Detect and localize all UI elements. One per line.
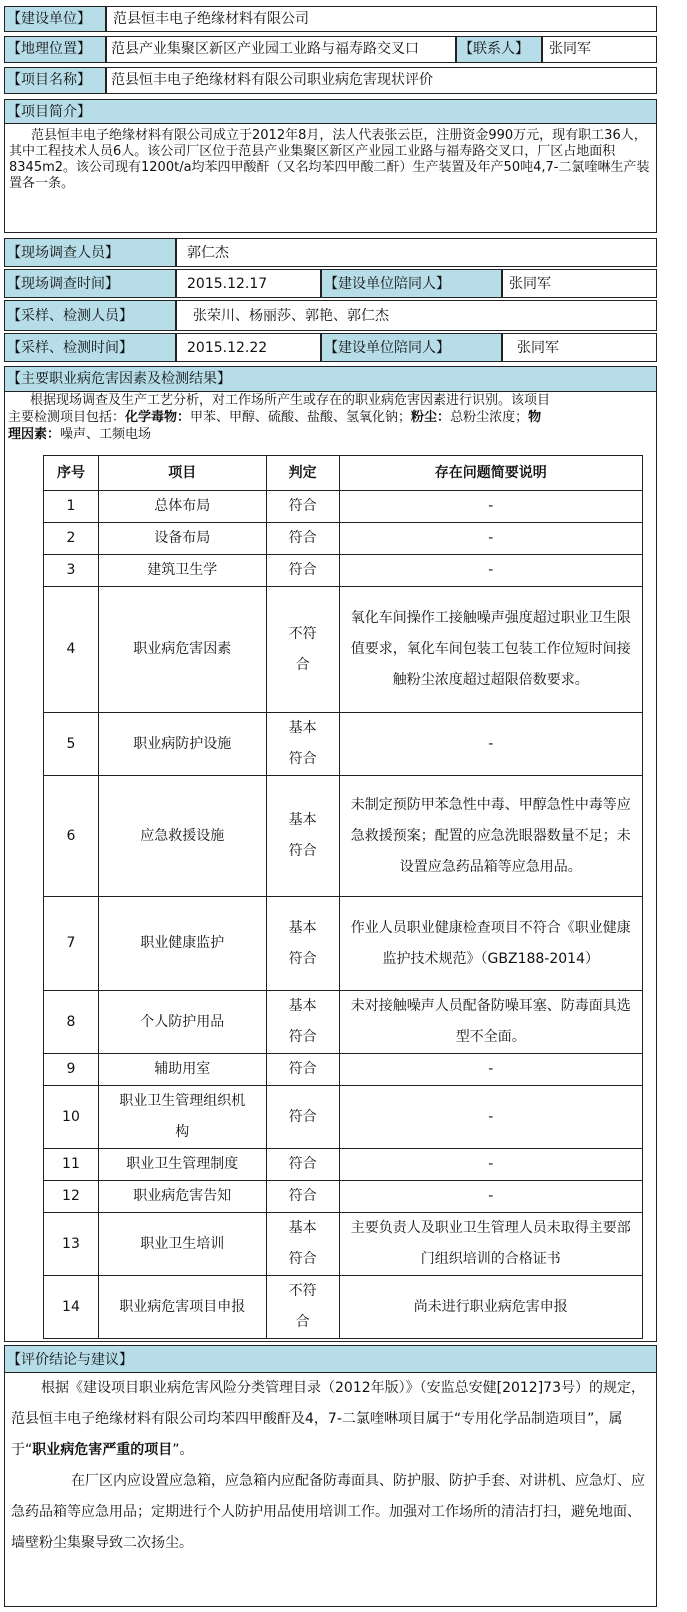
table-row bbox=[44, 776, 643, 897]
table-row bbox=[44, 491, 643, 523]
row-number: 10 bbox=[44, 1086, 99, 1149]
header-item: 项目 bbox=[98, 456, 266, 491]
conclusion-highlight: 职业病危害严重的项目 bbox=[32, 1442, 173, 1458]
location-value: 范县产业集聚区新区产业园工业路与福寿路交叉口 bbox=[106, 36, 456, 63]
survey-date-label: 【现场调查时间】 bbox=[4, 269, 176, 298]
row-number: 4 bbox=[44, 587, 99, 713]
chem-label: 化学毒物： bbox=[125, 410, 191, 425]
row-number: 14 bbox=[44, 1276, 99, 1339]
dust-label: 粉尘： bbox=[411, 410, 451, 425]
factors-line-1: 根据现场调查及生产工艺分析，对工作场所产生或存在的职业病危害因素进行识别。该项目 bbox=[30, 393, 551, 408]
row-judgement: 基本符合 bbox=[266, 897, 339, 991]
row-judgement: 符合 bbox=[266, 1149, 339, 1181]
table-row bbox=[44, 1181, 643, 1213]
table-row bbox=[44, 1054, 643, 1086]
row-item: 总体布局 bbox=[98, 491, 266, 523]
row-note: - bbox=[339, 555, 642, 587]
row-item: 建筑卫生学 bbox=[98, 555, 266, 587]
intro-label: 【项目简介】 bbox=[4, 99, 657, 124]
row-judgement: 符合 bbox=[266, 555, 339, 587]
intro-box bbox=[4, 124, 657, 233]
row-judgement: 基本符合 bbox=[266, 713, 339, 776]
factors-line-2 bbox=[8, 410, 656, 426]
row-number: 12 bbox=[44, 1181, 99, 1213]
row-note: 氧化车间操作工接触噪声强度超过职业卫生限值要求，氧化车间包装工包装工作位短时间接触粉尘浓度超过超限倍数要求。 bbox=[339, 587, 642, 713]
table-row bbox=[44, 1276, 643, 1339]
row-number: 8 bbox=[44, 991, 99, 1054]
table-row bbox=[44, 897, 643, 991]
row-note: 未制定预防甲苯急性中毒、甲醇急性中毒等应急救援预案；配置的应急洗眼器数量不足；未设置应急药品箱等应急用品。 bbox=[339, 776, 642, 897]
intro-text: 范县恒丰电子绝缘材料有限公司成立于2012年8月，法人代表张云臣，注册资金990万元，现有职工36人，其中工程技术人员6人。该公司厂区位于范县产业集聚区新区产业园工业路与福寿路交叉口，厂区占地面积8345m2。该公司现有1200t/a均苯四甲酸酐（又名均苯四甲酸二酐）生产装置及年产50吨4,7-二氯喹啉生产装置各一条。 bbox=[9, 128, 650, 191]
contact-label: 【联系人】 bbox=[456, 36, 542, 63]
table-row bbox=[44, 523, 643, 555]
row-note: 尚未进行职业病危害申报 bbox=[339, 1276, 642, 1339]
row-number: 2 bbox=[44, 523, 99, 555]
row-item: 辅助用室 bbox=[98, 1054, 266, 1086]
row-number: 11 bbox=[44, 1149, 99, 1181]
row-item: 职业卫生管理制度 bbox=[98, 1149, 266, 1181]
row-number: 1 bbox=[44, 491, 99, 523]
dust-text: 总粉尘浓度； bbox=[450, 410, 529, 425]
row-item: 职业卫生管理组织机构 bbox=[98, 1086, 266, 1149]
chem-text: 甲苯、甲醇、硫酸、盐酸、氢氧化钠； bbox=[190, 410, 412, 425]
header-judge: 判定 bbox=[266, 456, 339, 491]
row-number: 9 bbox=[44, 1054, 99, 1086]
project-label: 【项目名称】 bbox=[4, 67, 106, 94]
accompany2-value: 张同军 bbox=[502, 333, 657, 362]
factors-text: 主要检测项目包括： bbox=[8, 410, 126, 425]
row-judgement: 不符合 bbox=[266, 587, 339, 713]
contact-value: 张同军 bbox=[542, 36, 657, 63]
project-value: 范县恒丰电子绝缘材料有限公司职业病危害现状评价 bbox=[106, 67, 657, 94]
row-number: 13 bbox=[44, 1213, 99, 1276]
row-item: 个人防护用品 bbox=[98, 991, 266, 1054]
builder-value: 范县恒丰电子绝缘材料有限公司 bbox=[106, 6, 657, 32]
row-judgement: 不符合 bbox=[266, 1276, 339, 1339]
row-number: 6 bbox=[44, 776, 99, 897]
conclusion-paragraph-1 bbox=[5, 1373, 656, 1466]
samplers-label: 【采样、检测人员】 bbox=[4, 300, 176, 331]
row-note: - bbox=[339, 1054, 642, 1086]
header-no: 序号 bbox=[44, 456, 99, 491]
row-judgement: 符合 bbox=[266, 1054, 339, 1086]
table-header-row bbox=[44, 456, 643, 491]
factors-label: 【主要职业病危害因素及检测结果】 bbox=[4, 366, 657, 392]
row-note: - bbox=[339, 1086, 642, 1149]
row-item: 设备布局 bbox=[98, 523, 266, 555]
row-judgement: 基本符合 bbox=[266, 1213, 339, 1276]
table-row bbox=[44, 991, 643, 1054]
table-row bbox=[44, 1086, 643, 1149]
samplers-value: 张荣川、杨丽莎、郭艳、郭仁杰 bbox=[176, 300, 657, 331]
row-item: 职业卫生培训 bbox=[98, 1213, 266, 1276]
table-row bbox=[44, 1149, 643, 1181]
builder-label: 【建设单位】 bbox=[4, 6, 106, 32]
physical-text: 噪声、工频电场 bbox=[60, 427, 152, 442]
row-number: 3 bbox=[44, 555, 99, 587]
row-item: 职业病危害项目申报 bbox=[98, 1276, 266, 1339]
table-row bbox=[44, 713, 643, 776]
table-row bbox=[44, 1213, 643, 1276]
row-note: 主要负责人及职业卫生管理人员未取得主要部门组织培训的合格证书 bbox=[339, 1213, 642, 1276]
row-item: 应急救援设施 bbox=[98, 776, 266, 897]
sample-date-label: 【采样、检测时间】 bbox=[4, 333, 176, 362]
table-row bbox=[44, 587, 643, 713]
factors-line-3 bbox=[8, 427, 656, 443]
header-note: 存在问题简要说明 bbox=[339, 456, 642, 491]
row-judgement: 基本符合 bbox=[266, 991, 339, 1054]
row-item: 职业病危害告知 bbox=[98, 1181, 266, 1213]
row-item: 职业病危害因素 bbox=[98, 587, 266, 713]
row-note: - bbox=[339, 523, 642, 555]
conclusion-label: 【评价结论与建议】 bbox=[4, 1345, 657, 1373]
location-label: 【地理位置】 bbox=[4, 36, 106, 63]
investigator-label: 【现场调查人员】 bbox=[4, 238, 176, 267]
row-note: - bbox=[339, 1149, 642, 1181]
accompany-value: 张同军 bbox=[502, 269, 657, 298]
row-note: - bbox=[339, 491, 642, 523]
row-number: 5 bbox=[44, 713, 99, 776]
row-judgement: 符合 bbox=[266, 491, 339, 523]
physical-label-b: 理因素： bbox=[8, 427, 61, 442]
row-judgement: 符合 bbox=[266, 523, 339, 555]
row-note: - bbox=[339, 1181, 642, 1213]
row-judgement: 符合 bbox=[266, 1086, 339, 1149]
accompany2-label: 【建设单位陪同人】 bbox=[321, 333, 502, 362]
conclusion-paragraph-2: 在厂区内应设置应急箱，应急箱内应配备防毒面具、防护服、防护手套、对讲机、应急灯、应急药品箱等应急用品；定期进行个人防护用品使用培训工作。加强对工作场所的清洁打扫，避免地面、墙壁粉尘集聚导致二次扬尘。 bbox=[11, 1473, 645, 1551]
survey-date-value: 2015.12.17 bbox=[176, 269, 321, 298]
row-note: 未对接触噪声人员配备防噪耳塞、防毒面具选型不全面。 bbox=[339, 991, 642, 1054]
sample-date-value: 2015.12.22 bbox=[176, 333, 321, 362]
row-note: 作业人员职业健康检查项目不符合《职业健康监护技术规范》（GBZ188-2014） bbox=[339, 897, 642, 991]
row-judgement: 符合 bbox=[266, 1181, 339, 1213]
row-number: 7 bbox=[44, 897, 99, 991]
row-judgement: 基本符合 bbox=[266, 776, 339, 897]
inspection-table bbox=[43, 455, 643, 1339]
physical-label-a: 物 bbox=[528, 410, 542, 425]
conclusion-text-1a: 根据《建设项目职业病危害风险分类管理目录（2012年版）》（安监总安健[2012]73号）的规定，范县恒丰电子绝缘材料有限公司均苯四甲酸酐及4，7-二氯喹啉项目属于“专用化学品制造项目”，属于“ bbox=[11, 1380, 645, 1458]
conclusion-box bbox=[4, 1373, 657, 1607]
row-note: - bbox=[339, 713, 642, 776]
row-item: 职业病防护设施 bbox=[98, 713, 266, 776]
conclusion-text-1c: ”。 bbox=[172, 1442, 194, 1458]
table-row bbox=[44, 555, 643, 587]
investigator-value: 郭仁杰 bbox=[176, 238, 657, 267]
accompany-label: 【建设单位陪同人】 bbox=[321, 269, 502, 298]
row-item: 职业健康监护 bbox=[98, 897, 266, 991]
